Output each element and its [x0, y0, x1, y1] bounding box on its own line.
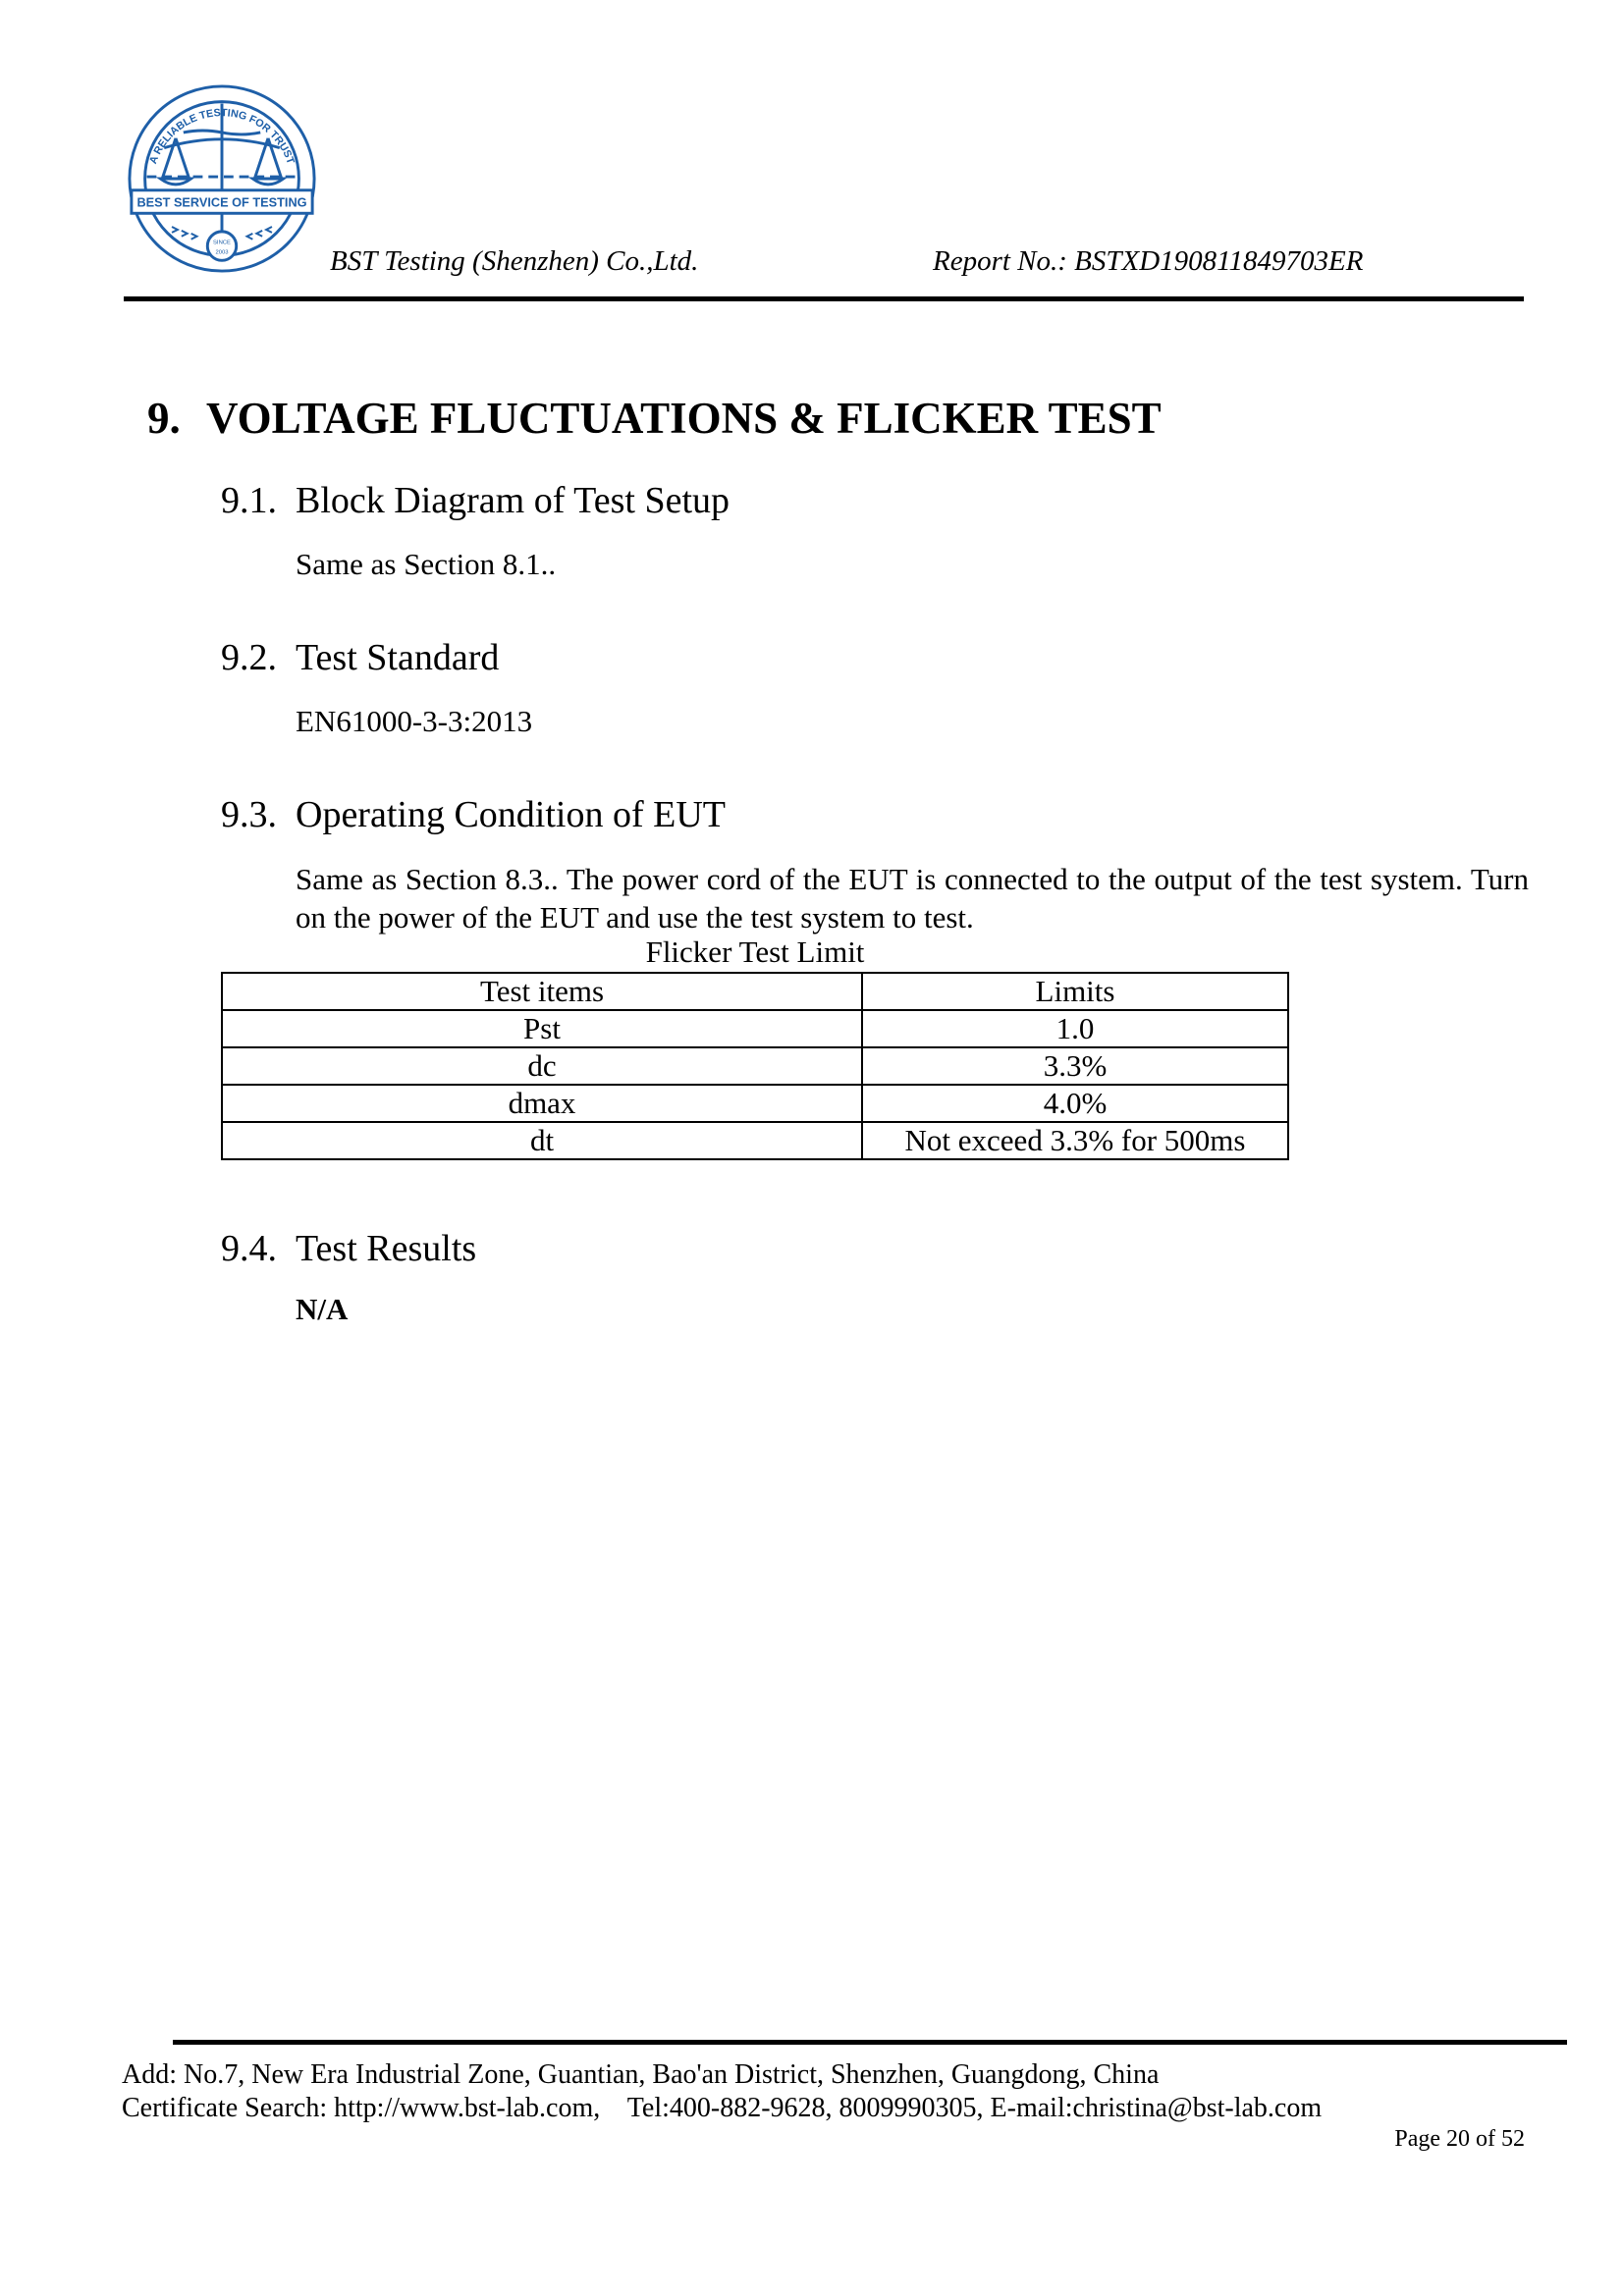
table-header-row [222, 973, 1288, 1010]
subsection-number: 9.4. [221, 1228, 277, 1269]
section-number: 9. [147, 394, 181, 443]
company-logo [126, 82, 318, 275]
table-cell: dc [222, 1047, 862, 1085]
subsection-heading-9-1 [221, 479, 730, 522]
subsection-number: 9.2. [221, 637, 277, 678]
flicker-limit-table [221, 972, 1289, 1160]
subsection-title: Operating Condition of EUT [296, 794, 726, 835]
footer-divider [173, 2040, 1567, 2045]
subsection-heading-9-3 [221, 793, 726, 836]
header-cell: Test items [222, 973, 862, 1010]
table-cell: dmax [222, 1085, 862, 1122]
table-cell: Not exceed 3.3% for 500ms [862, 1122, 1288, 1159]
test-results-value: N/A [296, 1292, 349, 1326]
subsection-body-9-2: EN61000-3-3:2013 [296, 704, 533, 738]
subsection-number: 9.1. [221, 480, 277, 521]
subsection-heading-9-2 [221, 636, 499, 679]
table-row [222, 1085, 1288, 1122]
subsection-body-9-1: Same as Section 8.1.. [296, 547, 557, 581]
svg-text:BEST SERVICE OF TESTING: BEST SERVICE OF TESTING [136, 194, 307, 210]
report-number: Report No.: BSTXD190811849703ER [933, 245, 1364, 277]
section-title: VOLTAGE FLUCTUATIONS & FLICKER TEST [206, 394, 1162, 443]
table-cell: Pst [222, 1010, 862, 1047]
svg-text:2003: 2003 [215, 249, 229, 256]
subsection-title: Block Diagram of Test Setup [296, 480, 730, 521]
header-cell: Limits [862, 973, 1288, 1010]
section-heading [147, 393, 1162, 444]
subsection-number: 9.3. [221, 794, 277, 835]
company-name: BST Testing (Shenzhen) Co.,Ltd. [330, 245, 699, 277]
table-cell: 4.0% [862, 1085, 1288, 1122]
table-row [222, 1122, 1288, 1159]
table-cell: 1.0 [862, 1010, 1288, 1047]
subsection-title: Test Results [296, 1228, 477, 1269]
table-row [222, 1010, 1288, 1047]
footer-address: Add: No.7, New Era Industrial Zone, Guantian, Bao'an District, Shenzhen, Guangdong, China [122, 2059, 1160, 2090]
subsection-body-9-3: Same as Section 8.3.. The power cord of the EUT is connected to the output of the test system. Turn on the power of the EUT and use the test system to test. [296, 862, 1529, 934]
header-divider [124, 296, 1524, 301]
table-title: Flicker Test Limit [645, 934, 865, 969]
table-row [222, 1047, 1288, 1085]
table-cell: dt [222, 1122, 862, 1159]
subsection-heading-9-4 [221, 1227, 476, 1270]
table-cell: 3.3% [862, 1047, 1288, 1085]
page-number: Page 20 of 52 [1394, 2126, 1525, 2152]
svg-text:A RELIABLE TESTING FOR TRUST: A RELIABLE TESTING FOR TRUST [147, 107, 297, 166]
footer-contact: Certificate Search: http://www.bst-lab.com, Tel:400-882-9628, 8009990305, E-mail:christina@bst-lab.com [122, 2093, 1323, 2123]
svg-text:SINCE: SINCE [213, 240, 231, 246]
subsection-title: Test Standard [296, 637, 500, 678]
